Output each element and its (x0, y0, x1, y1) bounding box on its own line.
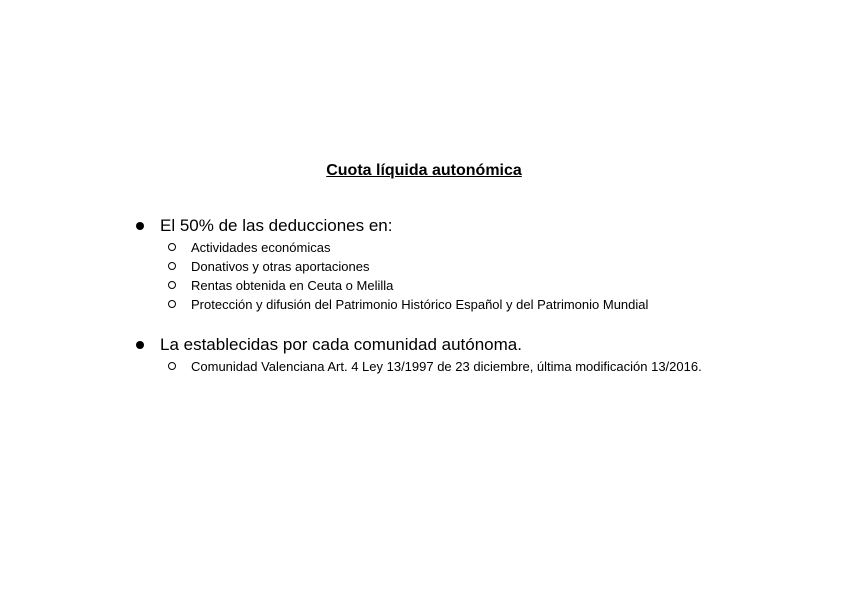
hollow-bullet-icon (168, 362, 176, 370)
bullet-heading: El 50% de las deducciones en: (160, 216, 393, 235)
list-item (134, 257, 734, 276)
list-item-text: Donativos y otras aportaciones (191, 259, 370, 274)
section-deducciones (134, 214, 734, 314)
page-title: Cuota líquida autonómica (326, 162, 522, 179)
section-comunidad (134, 333, 734, 376)
hollow-bullet-icon (168, 281, 176, 289)
list-item-text: Protección y difusión del Patrimonio Histórico Español y del Patrimonio Mundial (191, 297, 649, 312)
list-item (134, 295, 734, 314)
hollow-bullet-icon (168, 243, 176, 251)
bullet-item (134, 214, 734, 238)
filled-bullet-icon (136, 341, 144, 349)
sub-list (134, 238, 734, 314)
list-item-text: Rentas obtenida en Ceuta o Melilla (191, 278, 394, 293)
sub-list (134, 357, 734, 376)
bullet-item (134, 333, 734, 357)
bullet-heading: La establecidas por cada comunidad autónoma. (160, 335, 522, 354)
list-item-text: Comunidad Valenciana Art. 4 Ley 13/1997 de 23 diciembre, última modificación 13/2016. (191, 359, 702, 374)
hollow-bullet-icon (168, 262, 176, 270)
list-item (134, 238, 734, 257)
list-item (134, 357, 734, 376)
filled-bullet-icon (136, 222, 144, 230)
list-item (134, 276, 734, 295)
list-item-text: Actividades económicas (191, 240, 331, 255)
hollow-bullet-icon (168, 300, 176, 308)
